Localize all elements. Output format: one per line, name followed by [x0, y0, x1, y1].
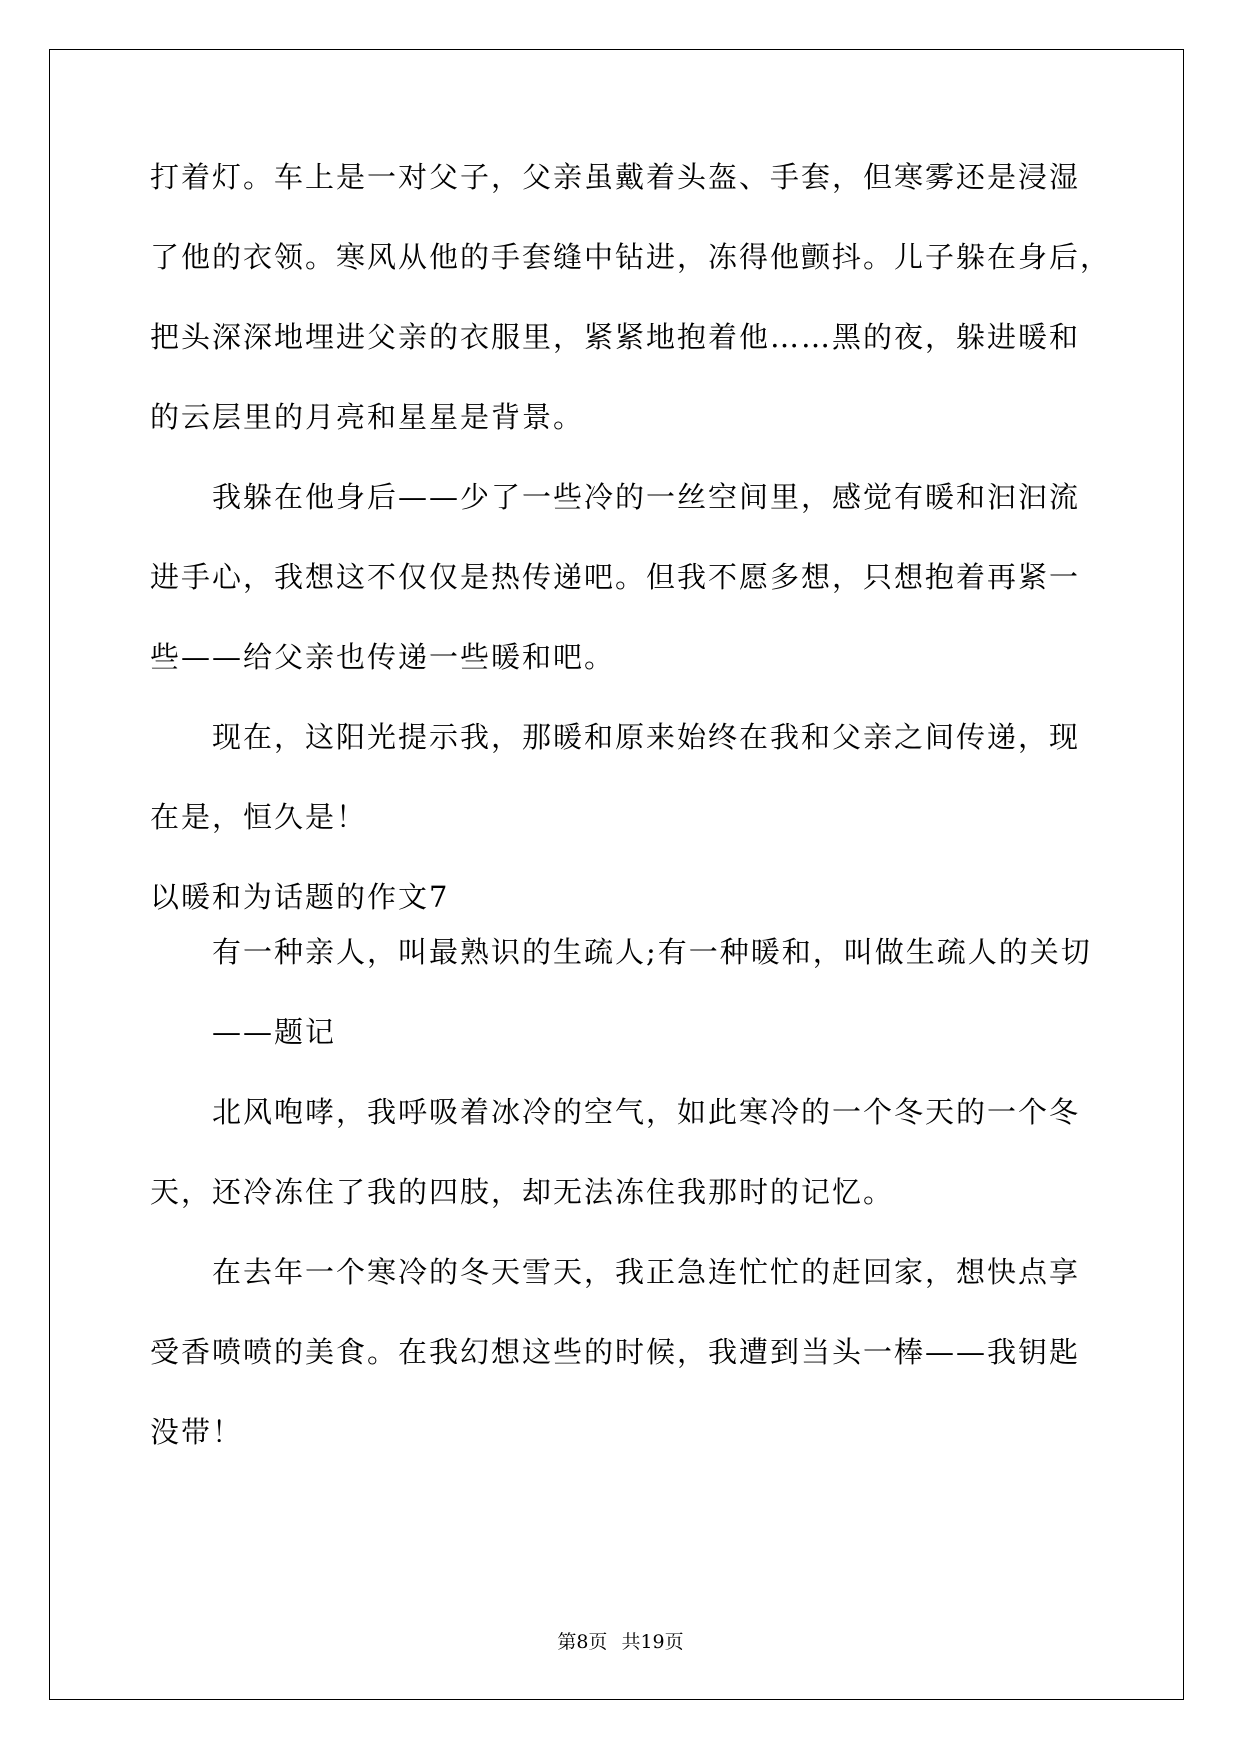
- body-line: 的云层里的月亮和星星是背景。: [150, 400, 585, 434]
- body-line: 进手心，我想这不仅仅是热传递吧。但我不愿多想，只想抱着再紧一: [150, 560, 1081, 594]
- page-number: 第8页: [557, 1631, 608, 1653]
- body-line: 在去年一个寒冷的冬天雪天，我正急连忙忙的赶回家，想快点享: [212, 1255, 1081, 1289]
- body-line: 了他的衣领。寒风从他的手套缝中钻进，冻得他颤抖。儿子躲在身后，: [150, 240, 1112, 274]
- body-line: 打着灯。车上是一对父子，父亲虽戴着头盔、手套，但寒雾还是浸湿: [150, 160, 1081, 194]
- body-line: 北风咆哮，我呼吸着冰冷的空气，如此寒冷的一个冬天的一个冬: [212, 1095, 1081, 1129]
- body-line: 我躲在他身后——少了一些冷的一丝空间里，感觉有暖和汩汩流: [212, 480, 1081, 514]
- section-heading: 以暖和为话题的作文7: [150, 880, 450, 914]
- body-line: 在是，恒久是！: [150, 800, 368, 834]
- body-line: 把头深深地埋进父亲的衣服里，紧紧地抱着他……黑的夜，躲进暖和: [150, 320, 1081, 354]
- body-line: 没带！: [150, 1415, 244, 1449]
- body-line: 有一种亲人，叫最熟识的生疏人;有一种暖和，叫做生疏人的关切: [212, 935, 1092, 969]
- body-line: 现在，这阳光提示我，那暖和原来始终在我和父亲之间传递，现: [212, 720, 1081, 754]
- body-line: ——题记: [212, 1015, 337, 1049]
- body-line: 受香喷喷的美食。在我幻想这些的时候，我遭到当头一棒——我钥匙: [150, 1335, 1081, 1369]
- body-line: 些——给父亲也传递一些暖和吧。: [150, 640, 616, 674]
- page-footer: [0, 1627, 1241, 1654]
- body-line: 天，还冷冻住了我的四肢，却无法冻住我那时的记忆。: [150, 1175, 895, 1209]
- document-body: [150, 160, 1112, 1495]
- page-total: 共19页: [621, 1631, 684, 1653]
